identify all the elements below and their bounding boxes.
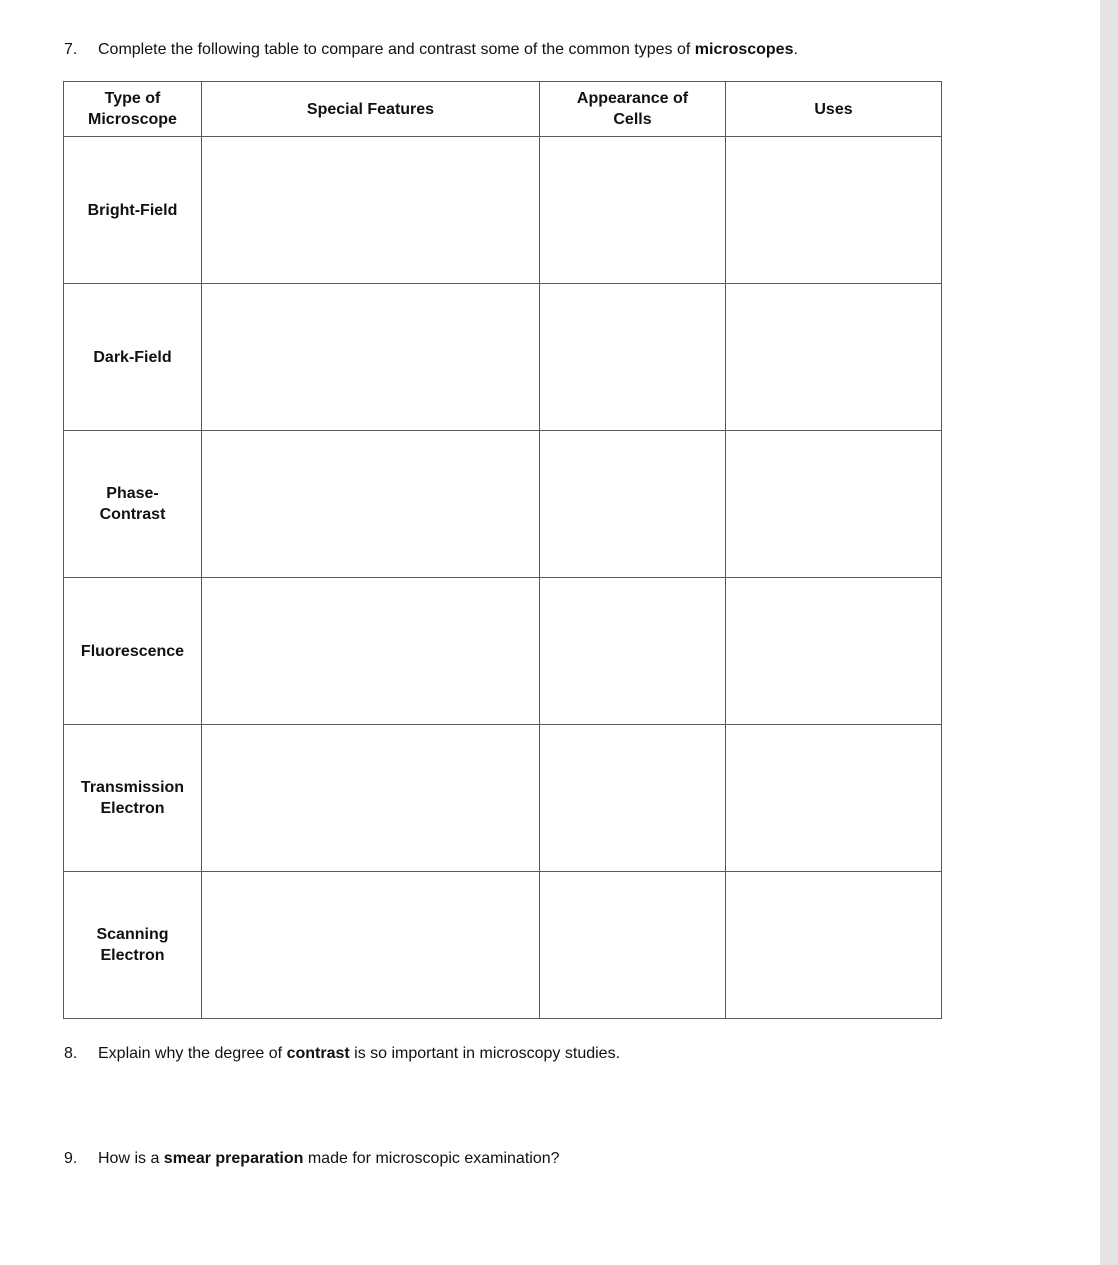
table-header-row (64, 82, 942, 137)
question-7-text-end: . (793, 41, 798, 58)
header-type-of-microscope: Type of Microscope (64, 82, 202, 137)
appearance-of-cells-cell[interactable] (540, 872, 726, 1019)
special-features-cell[interactable] (202, 284, 540, 431)
uses-cell[interactable] (726, 137, 942, 284)
question-8-number: 8. (64, 1045, 78, 1062)
appearance-of-cells-cell[interactable] (540, 137, 726, 284)
special-features-cell[interactable] (202, 725, 540, 872)
uses-cell[interactable] (726, 578, 942, 725)
question-9-text-end: made for microscopic examination? (303, 1150, 560, 1167)
table-row (64, 578, 942, 725)
question-8-bold: contrast (286, 1045, 350, 1062)
special-features-cell[interactable] (202, 872, 540, 1019)
table-row (64, 725, 942, 872)
row-label-cell: Transmission Electron (64, 725, 202, 872)
uses-cell[interactable] (726, 284, 942, 431)
table-row (64, 284, 942, 431)
row-label-cell: Dark-Field (64, 284, 202, 431)
row-label-cell: Phase- Contrast (64, 431, 202, 578)
table-row (64, 431, 942, 578)
appearance-of-cells-cell[interactable] (540, 578, 726, 725)
row-label-cell: Fluorescence (64, 578, 202, 725)
microscope-comparison-table (63, 81, 942, 1019)
question-8 (64, 1044, 620, 1064)
question-7 (64, 40, 798, 60)
special-features-cell[interactable] (202, 578, 540, 725)
special-features-cell[interactable] (202, 431, 540, 578)
appearance-of-cells-cell[interactable] (540, 431, 726, 578)
header-uses: Uses (726, 82, 942, 137)
question-7-bold: microscopes (694, 41, 794, 58)
question-7-text: Complete the following table to compare and contrast some of the common types of (98, 41, 695, 58)
question-9-text: How is a (98, 1150, 164, 1167)
question-8-text-end: is so important in microscopy studies. (349, 1045, 621, 1062)
question-9-number: 9. (64, 1150, 78, 1167)
header-special-features: Special Features (202, 82, 540, 137)
row-label-cell: Bright-Field (64, 137, 202, 284)
question-9-bold: smear preparation (163, 1150, 304, 1167)
question-9 (64, 1149, 560, 1169)
header-appearance-of-cells: Appearance of Cells (540, 82, 726, 137)
uses-cell[interactable] (726, 872, 942, 1019)
special-features-cell[interactable] (202, 137, 540, 284)
table-row (64, 872, 942, 1019)
table-row (64, 137, 942, 284)
question-7-number: 7. (64, 41, 78, 58)
question-8-text: Explain why the degree of (98, 1045, 287, 1062)
page-edge-bar (1100, 0, 1118, 1265)
appearance-of-cells-cell[interactable] (540, 725, 726, 872)
uses-cell[interactable] (726, 725, 942, 872)
appearance-of-cells-cell[interactable] (540, 284, 726, 431)
row-label-cell: Scanning Electron (64, 872, 202, 1019)
uses-cell[interactable] (726, 431, 942, 578)
